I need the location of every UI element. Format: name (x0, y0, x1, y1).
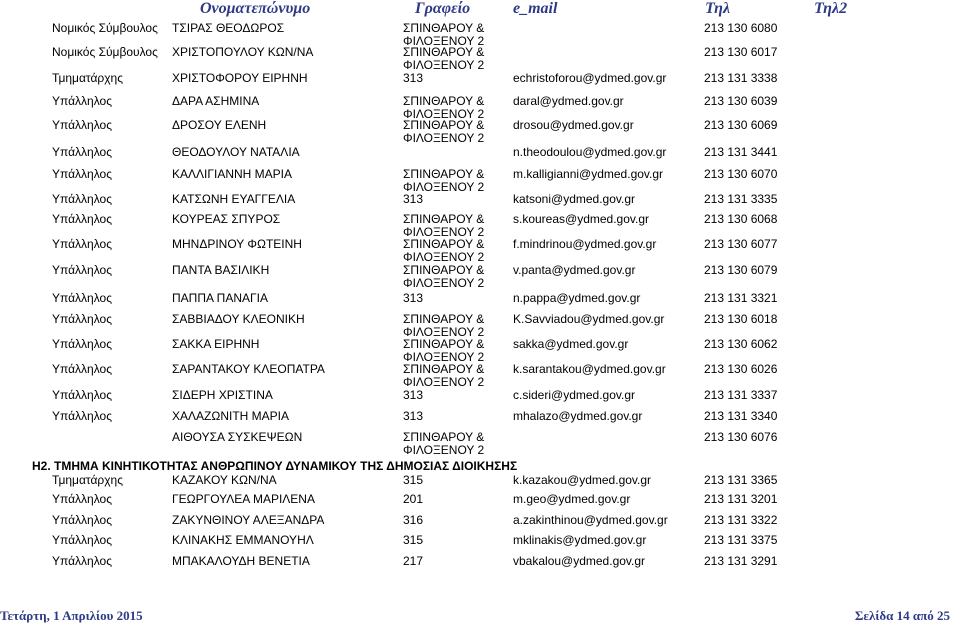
cell-office: 217 (403, 554, 424, 568)
cell-phone: 213 131 3291 (704, 554, 778, 568)
cell-office: ΣΠΙΝΘΑΡΟΥ & ΦΙΛΟΞΕΝΟΥ 2 (403, 212, 485, 239)
cell-phone: 213 131 3340 (704, 409, 778, 423)
cell-phone: 213 130 6070 (704, 167, 778, 181)
cell-role: Υπάλληλος (52, 118, 112, 132)
cell-name: ΜΠΑΚΑΛΟΥΔΗ ΒΕΝΕΤΙΑ (172, 554, 310, 568)
cell-role: Υπάλληλος (52, 388, 112, 402)
cell-role: Υπάλληλος (52, 212, 112, 226)
cell-email: n.theodoulou@ydmed.gov.gr (513, 145, 667, 159)
header-email: e_mail (513, 0, 558, 17)
cell-phone: 213 131 3365 (704, 473, 778, 487)
table-row (0, 119, 960, 149)
cell-email: k.kazakou@ydmed.gov.gr (513, 473, 652, 487)
cell-name: ΚΑΖΑΚΟΥ ΚΩΝ/ΝΑ (172, 473, 277, 487)
cell-name: ΠΑΝΤΑ ΒΑΣΙΛΙΚΗ (172, 263, 270, 277)
cell-email: mhalazo@ydmed.gov.gr (513, 409, 643, 423)
cell-phone: 213 130 6079 (704, 263, 778, 277)
cell-phone: 213 130 6068 (704, 212, 778, 226)
cell-phone: 213 131 3201 (704, 492, 778, 506)
table-row (0, 431, 960, 461)
cell-name: ΖΑΚΥΝΘΙΝΟΥ ΑΛΕΞΑΝΔΡΑ (172, 513, 325, 527)
cell-name: ΧΑΛΑΖΩΝΙΤΗ ΜΑΡΙΑ (172, 409, 289, 423)
cell-office: 313 (403, 71, 424, 85)
cell-email: v.panta@ydmed.gov.gr (513, 263, 636, 277)
cell-name: ΚΛΙΝΑΚΗΣ ΕΜΜΑΝΟΥΗΛ (172, 533, 314, 547)
cell-name: ΓΕΩΡΓΟΥΛΕΑ ΜΑΡΙΛΕΝΑ (172, 492, 315, 506)
cell-role: Υπάλληλος (52, 409, 112, 423)
header-office: Γραφείο (415, 0, 471, 17)
cell-office: ΣΠΙΝΘΑΡΟΥ & ΦΙΛΟΞΕΝΟΥ 2 (403, 337, 485, 364)
cell-phone: 213 130 6076 (704, 430, 778, 444)
cell-role: Τμηματάρχης (52, 473, 123, 487)
cell-role: Υπάλληλος (52, 192, 112, 206)
footer-date: Τετάρτη, 1 Απριλίου 2015 (0, 608, 143, 623)
section-title: Η2. ΤΜΗΜΑ ΚΙΝΗΤΙΚΟΤΗΤΑΣ ΑΝΘΡΩΠΙΝΟΥ ΔΥΝΑΜΙΚΟΥ ΤΗΣ ΔΗΜΟΣΙΑΣ ΔΙΟΙΚΗΣΗΣ (32, 459, 518, 473)
cell-role: Υπάλληλος (52, 263, 112, 277)
cell-email: a.zakinthinou@ydmed.gov.gr (513, 513, 668, 527)
cell-role: Υπάλληλος (52, 337, 112, 351)
cell-email: daral@ydmed.gov.gr (513, 94, 624, 108)
cell-email: mklinakis@ydmed.gov.gr (513, 533, 647, 547)
cell-role: Υπάλληλος (52, 554, 112, 568)
footer-page-number: Σελίδα 14 από 25 (854, 608, 950, 623)
cell-phone: 213 131 3441 (704, 145, 778, 159)
cell-phone: 213 131 3322 (704, 513, 778, 527)
cell-role: Υπάλληλος (52, 291, 112, 305)
cell-email: k.sarantakou@ydmed.gov.gr (513, 362, 666, 376)
cell-name: ΚΟΥΡΕΑΣ ΣΠΥΡΟΣ (172, 212, 281, 226)
cell-email: katsoni@ydmed.gov.gr (513, 192, 636, 206)
cell-office: ΣΠΙΝΘΑΡΟΥ & ΦΙΛΟΞΕΝΟΥ 2 (403, 21, 485, 48)
cell-phone: 213 130 6026 (704, 362, 778, 376)
cell-name: ΚΑΛΛΙΓΙΑΝΝΗ ΜΑΡΙΑ (172, 167, 292, 181)
cell-office: ΣΠΙΝΘΑΡΟΥ & ΦΙΛΟΞΕΝΟΥ 2 (403, 237, 485, 264)
cell-name: ΑΙΘΟΥΣΑ ΣΥΣΚΕΨΕΩΝ (172, 430, 303, 444)
cell-office: ΣΠΙΝΘΑΡΟΥ & ΦΙΛΟΞΕΝΟΥ 2 (403, 312, 485, 339)
table-row (0, 555, 960, 585)
cell-phone: 213 131 3375 (704, 533, 778, 547)
cell-name: ΤΣΙΡΑΣ ΘΕΟΔΩΡΟΣ (172, 21, 285, 35)
cell-office: 313 (403, 409, 424, 423)
cell-name: ΠΑΠΠΑ ΠΑΝΑΓΙΑ (172, 291, 268, 305)
cell-phone: 213 131 3338 (704, 71, 778, 85)
cell-office: ΣΠΙΝΘΑΡΟΥ & ΦΙΛΟΞΕΝΟΥ 2 (403, 94, 485, 121)
cell-name: ΚΑΤΣΩΝΗ ΕΥΑΓΓΕΛΙΑ (172, 192, 296, 206)
cell-name: ΔΑΡΑ ΑΣΗΜΙΝΑ (172, 94, 260, 108)
cell-name: ΧΡΙΣΤΟΦΟΡΟΥ ΕΙΡΗΝΗ (172, 71, 308, 85)
cell-email: vbakalou@ydmed.gov.gr (513, 554, 646, 568)
table-row (0, 264, 960, 294)
cell-phone: 213 130 6018 (704, 312, 778, 326)
cell-email: f.mindrinou@ydmed.gov.gr (513, 237, 657, 251)
cell-office: ΣΠΙΝΘΑΡΟΥ & ΦΙΛΟΞΕΝΟΥ 2 (403, 45, 485, 72)
cell-office: 313 (403, 291, 424, 305)
cell-phone: 213 130 6062 (704, 337, 778, 351)
cell-role: Τμηματάρχης (52, 71, 123, 85)
cell-phone: 213 131 3335 (704, 192, 778, 206)
cell-phone: 213 130 6017 (704, 45, 778, 59)
cell-email: drosou@ydmed.gov.gr (513, 118, 634, 132)
cell-email: c.sideri@ydmed.gov.gr (513, 388, 636, 402)
cell-role: Υπάλληλος (52, 94, 112, 108)
cell-phone: 213 130 6039 (704, 94, 778, 108)
cell-name: ΣΙΔΕΡΗ ΧΡΙΣΤΙΝΑ (172, 388, 273, 402)
cell-email: m.geo@ydmed.gov.gr (513, 492, 631, 506)
cell-email: s.koureas@ydmed.gov.gr (513, 212, 650, 226)
cell-role: Υπάλληλος (52, 492, 112, 506)
cell-email: echristoforou@ydmed.gov.gr (513, 71, 667, 85)
cell-name: ΣΑΒΒΙΑΔΟΥ ΚΛΕΟΝΙΚΗ (172, 312, 305, 326)
cell-office: ΣΠΙΝΘΑΡΟΥ & ΦΙΛΟΞΕΝΟΥ 2 (403, 118, 485, 145)
cell-email: K.Savviadou@ydmed.gov.gr (513, 312, 665, 326)
cell-name: ΣΑΡΑΝΤΑΚΟΥ ΚΛΕΟΠΑΤΡΑ (172, 362, 325, 376)
cell-email: n.pappa@ydmed.gov.gr (513, 291, 641, 305)
cell-name: ΣΑΚΚΑ ΕΙΡΗΝΗ (172, 337, 260, 351)
cell-office: 313 (403, 192, 424, 206)
cell-office: ΣΠΙΝΘΑΡΟΥ & ΦΙΛΟΞΕΝΟΥ 2 (403, 430, 485, 457)
cell-name: ΜΗΝΔΡΙΝΟΥ ΦΩΤΕΙΝΗ (172, 237, 302, 251)
cell-office: ΣΠΙΝΘΑΡΟΥ & ΦΙΛΟΞΕΝΟΥ 2 (403, 167, 485, 194)
cell-role: Νομικός Σύμβουλος (52, 21, 158, 35)
cell-phone: 213 131 3321 (704, 291, 778, 305)
header-phone1: Τηλ (705, 0, 731, 17)
page-footer (0, 608, 960, 626)
cell-phone: 213 130 6077 (704, 237, 778, 251)
cell-name: ΧΡΙΣΤΟΠΟΥΛΟΥ ΚΩΝ/ΝΑ (172, 45, 314, 59)
cell-role: Υπάλληλος (52, 167, 112, 181)
cell-office: 313 (403, 388, 424, 402)
cell-office: 315 (403, 473, 424, 487)
cell-phone: 213 130 6069 (704, 118, 778, 132)
cell-office: 315 (403, 533, 424, 547)
cell-office: 201 (403, 492, 424, 506)
cell-role: Υπάλληλος (52, 533, 112, 547)
cell-office: ΣΠΙΝΘΑΡΟΥ & ΦΙΛΟΞΕΝΟΥ 2 (403, 263, 485, 290)
cell-role: Νομικός Σύμβουλος (52, 45, 158, 59)
cell-email: m.kalligianni@ydmed.gov.gr (513, 167, 664, 181)
cell-name: ΘΕΟΔΟΥΛΟΥ ΝΑΤΑΛΙΑ (172, 145, 300, 159)
cell-name: ΔΡΟΣΟΥ ΕΛΕΝΗ (172, 118, 267, 132)
cell-phone: 213 131 3337 (704, 388, 778, 402)
cell-email: sakka@ydmed.gov.gr (513, 337, 629, 351)
cell-role: Υπάλληλος (52, 145, 112, 159)
cell-role: Υπάλληλος (52, 513, 112, 527)
cell-role: Υπάλληλος (52, 312, 112, 326)
header-name: Ονοματεπώνυμο (200, 0, 311, 17)
cell-phone: 213 130 6080 (704, 21, 778, 35)
cell-role: Υπάλληλος (52, 362, 112, 376)
cell-role: Υπάλληλος (52, 237, 112, 251)
cell-office: 316 (403, 513, 424, 527)
cell-office: ΣΠΙΝΘΑΡΟΥ & ΦΙΛΟΞΕΝΟΥ 2 (403, 362, 485, 389)
header-phone2: Τηλ2 (814, 0, 848, 17)
